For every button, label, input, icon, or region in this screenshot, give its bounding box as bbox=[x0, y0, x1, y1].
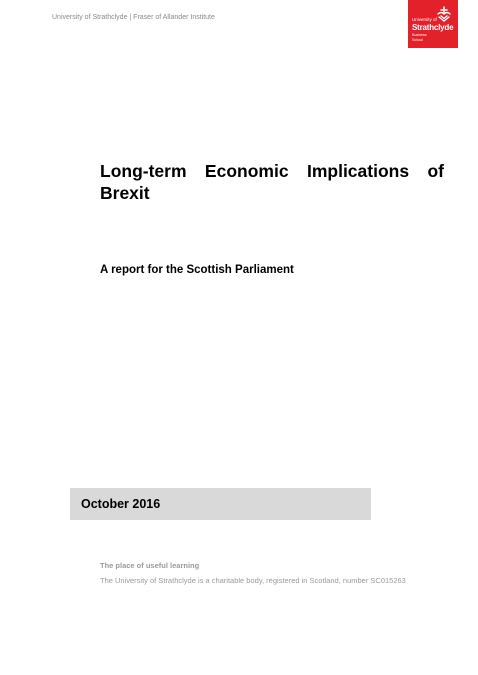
tagline: The place of useful learning bbox=[100, 561, 200, 570]
date-banner bbox=[70, 488, 371, 520]
logo-text-strathclyde: Strathclyde bbox=[412, 23, 454, 32]
document-subtitle: A report for the Scottish Parliament bbox=[100, 264, 294, 276]
logo-text-school: School bbox=[412, 38, 423, 42]
charity-notice: The University of Strathclyde is a charitable body, registered in Scotland, number SC015263 bbox=[100, 576, 406, 585]
document-title: Long-term Economic Implications of Brexit bbox=[100, 161, 444, 203]
publication-date: October 2016 bbox=[81, 497, 161, 511]
logo-text-business: Business bbox=[412, 33, 427, 37]
crest-icon bbox=[435, 5, 453, 23]
university-logo bbox=[408, 0, 458, 48]
header-text: University of Strathclyde | Fraser of Allander Institute bbox=[52, 14, 215, 21]
logo-text-university-of: University of bbox=[412, 17, 437, 22]
